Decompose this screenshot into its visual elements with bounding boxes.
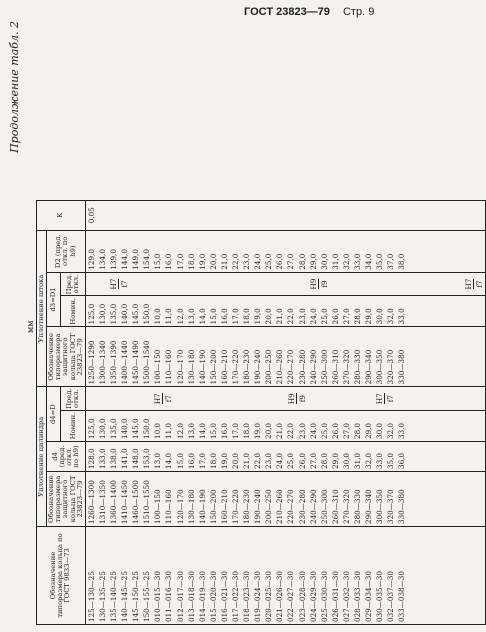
d2-cell: 149,0 bbox=[131, 249, 141, 270]
rod-protective-ring-cell: 240—290 bbox=[308, 349, 318, 385]
rod-nominal-cell: 28,0 bbox=[353, 308, 362, 325]
d4-cell: 19,0 bbox=[219, 452, 229, 469]
designation-cell: 017—022—30 bbox=[230, 571, 240, 622]
cylinder-protective-ring-cell: 180—230 bbox=[242, 489, 252, 524]
cylinder-nominal-cell: 10,0 bbox=[153, 422, 163, 439]
designation-cell: 016—021—30 bbox=[219, 571, 229, 622]
d2-cell: 16,0 bbox=[164, 253, 174, 270]
designation-cell: 026—031—30 bbox=[330, 571, 340, 622]
cylinder-protective-ring-cell: 270—320 bbox=[341, 489, 351, 524]
rod-protective-ring-cell: 1450—1490 bbox=[131, 340, 141, 385]
d2-cell: 24,0 bbox=[253, 253, 263, 270]
cylinder-nominal-cell: 16,0 bbox=[219, 422, 229, 439]
cylinder-protective-ring-cell: 330—380 bbox=[397, 489, 407, 524]
designation-cell: 030—035—30 bbox=[375, 571, 385, 622]
cylinder-fit-value-den: f9 bbox=[297, 395, 307, 403]
d4-eq-d-header: d4=D bbox=[47, 387, 61, 442]
cylinder-nominal-cell: 130,0 bbox=[97, 418, 107, 439]
rod-nominal-cell: 33,0 bbox=[397, 308, 407, 325]
cylinder-nominal-cell: 145,0 bbox=[131, 418, 141, 439]
cylinder-nominal-cell: 17,0 bbox=[230, 422, 240, 439]
d2-cell: 32,0 bbox=[341, 253, 351, 270]
d4-cell: 138,0 bbox=[108, 448, 118, 469]
d2-header: D2 (пред. откл. по h9) bbox=[47, 230, 86, 272]
d2-cell: 139,0 bbox=[108, 249, 118, 270]
d4-cell: 153,0 bbox=[142, 448, 152, 469]
cylinder-nominal-header: Номин. bbox=[61, 411, 85, 442]
cylinder-protective-ring-cell: 230—280 bbox=[297, 489, 307, 524]
d2-cell: 26,0 bbox=[275, 253, 285, 270]
rod-protective-ring-cell: 320—370 bbox=[386, 349, 396, 385]
rod-fit-value: H7 bbox=[464, 278, 474, 290]
d4-header: d4 (пред. откл. по h9) bbox=[47, 442, 86, 472]
d4-cell: 31,0 bbox=[353, 452, 362, 469]
cylinder-protective-ring-cell: 220—270 bbox=[286, 489, 296, 524]
rod-nominal-cell: 27,0 bbox=[341, 308, 351, 325]
rod-fit-column bbox=[85, 272, 486, 296]
d4-column bbox=[85, 442, 486, 472]
d4-cell: 141,0 bbox=[120, 448, 130, 469]
designation-cell: 150—155—25 bbox=[142, 571, 152, 622]
d4-cell: 24,0 bbox=[275, 452, 285, 469]
cylinder-protective-ring-cell: 1510—1550 bbox=[142, 480, 152, 524]
continuation-caption: Продолжение табл. 2 bbox=[8, 21, 21, 153]
rod-protective-ring-cell: 1250—1290 bbox=[86, 340, 96, 385]
d4-cell: 30,0 bbox=[341, 452, 351, 469]
designation-cell: 019—024—30 bbox=[253, 571, 263, 622]
rod-nominal-cell: 130,0 bbox=[97, 303, 107, 325]
d4-cell: 16,0 bbox=[186, 452, 196, 469]
rod-protective-ring-cell: 180—230 bbox=[242, 349, 252, 385]
cylinder-nominal-cell: 12,0 bbox=[175, 422, 185, 439]
rod-nominal-cell: 16,0 bbox=[219, 308, 229, 325]
d4-cell: 148,0 bbox=[131, 448, 141, 469]
cylinder-nominal-cell: 26,0 bbox=[330, 422, 340, 439]
cylinder-protective-ring-column bbox=[85, 472, 486, 527]
d4-cell: 25,0 bbox=[286, 452, 296, 469]
d2-cell: 37,0 bbox=[386, 253, 396, 270]
rod-protective-ring-cell: 1500—1540 bbox=[142, 340, 152, 385]
rod-protective-ring-cell: 280—330 bbox=[353, 349, 362, 385]
rod-fit-value-den: f9 bbox=[319, 280, 329, 288]
rod-protective-ring-cell: 290—340 bbox=[364, 349, 374, 385]
d2-cell: 35,0 bbox=[375, 253, 385, 270]
rod-nominal-cell: 32,0 bbox=[386, 308, 396, 325]
cylinder-protective-ring-cell: 1410—1450 bbox=[120, 480, 130, 524]
rod-nominal-cell: 125,0 bbox=[86, 303, 96, 325]
cylinder-nominal-cell: 33,0 bbox=[397, 422, 407, 439]
rod-protective-ring-cell: 120—170 bbox=[175, 349, 185, 385]
designation-cell: 125—130—25 bbox=[86, 571, 96, 622]
designation-cell: 021—026—30 bbox=[275, 571, 285, 622]
rod-protective-ring-cell: 220—270 bbox=[286, 349, 296, 385]
cylinder-protective-ring-cell: 280—330 bbox=[353, 489, 362, 524]
designation-cell: 010—015—30 bbox=[153, 571, 163, 622]
rod-nominal-cell: 21,0 bbox=[275, 308, 285, 325]
k-column bbox=[85, 200, 486, 230]
cylinder-fit-value: H7 bbox=[375, 393, 385, 405]
designation-cell: 032—037—30 bbox=[386, 571, 396, 622]
d4-cell: 20,0 bbox=[230, 452, 240, 469]
d2-cell: 154,0 bbox=[142, 249, 152, 270]
designation-cell: 140—145—25 bbox=[120, 571, 130, 622]
designation-header: Обозначение типоразмера кольца по ГОСТ 9833—73 bbox=[37, 527, 86, 625]
d2-cell: 144,0 bbox=[120, 249, 130, 270]
designation-cell: 025—030—30 bbox=[319, 571, 329, 622]
fit-spacer bbox=[86, 275, 108, 294]
rod-protective-ring-cell: 170—220 bbox=[230, 349, 240, 385]
designation-cell: 015—020—30 bbox=[208, 571, 218, 622]
rod-nominal-cell: 29,0 bbox=[364, 308, 374, 325]
rod-protective-ring-cell: 1400—1440 bbox=[120, 340, 130, 385]
d2-cell: 38,0 bbox=[397, 253, 407, 270]
rod-protective-ring-cell: 110—160 bbox=[164, 349, 174, 385]
rod-nominal-cell: 140,0 bbox=[120, 303, 130, 325]
rod-protective-ring-cell: 160—210 bbox=[219, 349, 229, 385]
cylinder-nominal-cell: 24,0 bbox=[308, 422, 318, 439]
cylinder-protective-ring-cell: 1260—1300 bbox=[86, 480, 96, 524]
rod-nominal-header: Номин. bbox=[61, 296, 85, 327]
fit-spacer bbox=[86, 389, 153, 408]
designation-cell: 027—032—30 bbox=[341, 571, 351, 622]
cylinder-nominal-cell: 135,0 bbox=[108, 418, 118, 439]
cylinder-protective-ring-cell: 300—350 bbox=[375, 489, 385, 524]
d2-cell: 25,0 bbox=[264, 253, 274, 270]
rotated-table-area bbox=[6, 21, 485, 625]
d2-cell: 129,0 bbox=[86, 249, 96, 270]
d4-cell: 18,0 bbox=[208, 452, 218, 469]
rod-protective-ring-cell: 250—300 bbox=[319, 349, 329, 385]
rod-group-header: Уплотнение штока bbox=[37, 230, 47, 387]
designation-cell: 018—023—30 bbox=[242, 571, 252, 622]
rod-nominal-cell: 24,0 bbox=[308, 308, 318, 325]
rod-nominal-cell: 12,0 bbox=[175, 308, 185, 325]
rod-nominal-cell: 22,0 bbox=[286, 308, 296, 325]
rod-nominal-cell: 15,0 bbox=[208, 308, 218, 325]
cylinder-protective-ring-header: Обозначение типоразмера защитного кольца ГОСТ 23823—79 bbox=[47, 472, 86, 527]
fit-spacer bbox=[330, 275, 463, 294]
cylinder-nominal-cell: 11,0 bbox=[164, 422, 174, 439]
d2-cell: 18,0 bbox=[186, 253, 196, 270]
designation-cell: 012—017—30 bbox=[175, 571, 185, 622]
d2-cell: 23,0 bbox=[242, 253, 252, 270]
cylinder-nominal-cell: 15,0 bbox=[208, 422, 218, 439]
rod-protective-ring-cell: 200—250 bbox=[264, 349, 274, 385]
cylinder-protective-ring-cell: 320—370 bbox=[386, 489, 396, 524]
d4-cell: 27,0 bbox=[308, 452, 318, 469]
cylinder-protective-ring-cell: 290—340 bbox=[364, 489, 374, 524]
rod-protective-ring-cell: 1300—1340 bbox=[97, 340, 107, 385]
designation-cell: 011—016—30 bbox=[164, 571, 174, 622]
d4-cell: 32,0 bbox=[364, 452, 374, 469]
d4-cell: 33,0 bbox=[375, 452, 385, 469]
d4-cell: 17,0 bbox=[197, 452, 207, 469]
d4-cell: 15,0 bbox=[175, 452, 185, 469]
d4-cell: 36,0 bbox=[397, 452, 407, 469]
designation-cell: 029—034—30 bbox=[364, 571, 374, 622]
d2-cell: 134,0 bbox=[97, 249, 107, 270]
cylinder-protective-ring-cell: 190—240 bbox=[253, 489, 263, 524]
rod-fit-header: Пред. откл. bbox=[61, 272, 85, 296]
cylinder-nominal-cell: 22,0 bbox=[286, 422, 296, 439]
rod-nominal-cell: 17,0 bbox=[230, 308, 240, 325]
cylinder-nominal-cell: 28,0 bbox=[353, 422, 362, 439]
rod-protective-ring-cell: 330—380 bbox=[397, 349, 407, 385]
cylinder-nominal-cell: 14,0 bbox=[197, 422, 207, 439]
rod-protective-ring-header: Обозначение типоразмера защитного кольца ГОСТ 23823—79 bbox=[47, 327, 86, 387]
cylinder-protective-ring-cell: 130—180 bbox=[186, 489, 196, 524]
d2-cell: 30,0 bbox=[319, 253, 329, 270]
cylinder-protective-ring-cell: 200—250 bbox=[264, 489, 274, 524]
d4-cell: 133,0 bbox=[97, 448, 107, 469]
d2-cell: 20,0 bbox=[208, 253, 218, 270]
d2-cell: 22,0 bbox=[230, 253, 240, 270]
cylinder-fit-value-den: f7 bbox=[386, 395, 396, 403]
rod-nominal-cell: 19,0 bbox=[253, 308, 263, 325]
cylinder-protective-ring-cell: 1460—1500 bbox=[131, 480, 141, 524]
designation-cell: 135—140—25 bbox=[108, 571, 118, 622]
designation-cell: 033—038—30 bbox=[397, 571, 407, 622]
fit-spacer bbox=[308, 389, 375, 408]
cylinder-fit-value: H9 bbox=[286, 393, 296, 405]
rod-protective-ring-cell: 270—320 bbox=[341, 349, 351, 385]
k-header: K bbox=[37, 200, 86, 230]
cylinder-protective-ring-cell: 100—150 bbox=[153, 489, 163, 524]
designation-cell: 024—029—30 bbox=[308, 571, 318, 622]
fit-spacer bbox=[130, 275, 308, 294]
cylinder-protective-ring-cell: 140—190 bbox=[197, 489, 207, 524]
d2-cell: 15,0 bbox=[153, 253, 163, 270]
rod-nominal-cell: 18,0 bbox=[242, 308, 252, 325]
d4-cell: 13,0 bbox=[153, 452, 163, 469]
standard-number: ГОСТ 23823—79 bbox=[244, 6, 330, 18]
rod-nominal-cell: 10,0 bbox=[153, 308, 163, 325]
cylinder-protective-ring-cell: 240—290 bbox=[308, 489, 318, 524]
cylinder-protective-ring-cell: 120—170 bbox=[175, 489, 185, 524]
cylinder-protective-ring-cell: 170—220 bbox=[230, 489, 240, 524]
d3-eq-d1-header: d3=D1 bbox=[47, 272, 61, 327]
d2-cell: 19,0 bbox=[197, 253, 207, 270]
cylinder-nominal-cell: 25,0 bbox=[319, 422, 329, 439]
designation-cell: 014—019—30 bbox=[197, 571, 207, 622]
cylinder-protective-ring-cell: 210—260 bbox=[275, 489, 285, 524]
cylinder-nominal-cell: 13,0 bbox=[186, 422, 196, 439]
rod-protective-ring-cell: 1350—1390 bbox=[108, 340, 118, 385]
fit-spacer bbox=[175, 389, 286, 408]
cylinder-protective-ring-cell: 260—310 bbox=[330, 489, 340, 524]
rod-nominal-cell: 25,0 bbox=[319, 308, 329, 325]
cylinder-nominal-column bbox=[85, 411, 486, 442]
cylinder-protective-ring-cell: 160—210 bbox=[219, 489, 229, 524]
d4-cell: 28,0 bbox=[319, 452, 329, 469]
rod-fit-value-den: f7 bbox=[120, 280, 130, 288]
d2-cell: 28,0 bbox=[297, 253, 307, 270]
designation-column bbox=[85, 527, 486, 625]
rod-protective-ring-cell: 140—190 bbox=[197, 349, 207, 385]
cylinder-nominal-cell: 140,0 bbox=[120, 418, 130, 439]
rod-protective-ring-column bbox=[85, 327, 486, 387]
cylinder-protective-ring-cell: 110—160 bbox=[164, 489, 174, 524]
designation-cell: 013—018—30 bbox=[186, 571, 196, 622]
cylinder-fit-header: Пред. откл. bbox=[61, 387, 85, 411]
rod-fit-value-den: f7 bbox=[475, 280, 485, 288]
rod-fit-value: H7 bbox=[108, 278, 118, 290]
rod-nominal-column bbox=[85, 296, 486, 327]
cylinder-fit-value: H7 bbox=[153, 393, 163, 405]
cylinder-nominal-cell: 30,0 bbox=[375, 422, 385, 439]
rod-nominal-cell: 150,0 bbox=[142, 303, 152, 325]
d4-cell: 22,0 bbox=[253, 452, 263, 469]
rod-protective-ring-cell: 150—200 bbox=[208, 349, 218, 385]
cylinder-protective-ring-cell: 150—200 bbox=[208, 489, 218, 524]
rod-nominal-cell: 11,0 bbox=[164, 308, 174, 325]
rod-protective-ring-cell: 100—150 bbox=[153, 349, 163, 385]
rod-protective-ring-cell: 260—310 bbox=[330, 349, 340, 385]
rod-nominal-cell: 26,0 bbox=[330, 308, 340, 325]
rod-nominal-cell: 14,0 bbox=[197, 308, 207, 325]
cylinder-protective-ring-cell: 250—300 bbox=[319, 489, 329, 524]
d2-cell: 21,0 bbox=[219, 253, 229, 270]
d2-cell: 33,0 bbox=[353, 253, 362, 270]
cylinder-fit-value-den: f7 bbox=[164, 395, 174, 403]
cylinder-nominal-cell: 125,0 bbox=[86, 418, 96, 439]
page-number: Стр. 9 bbox=[342, 6, 375, 18]
cylinder-group-header: Уплотнение цилиндра bbox=[37, 387, 47, 527]
d4-cell: 128,0 bbox=[86, 448, 96, 469]
d2-cell: 31,0 bbox=[330, 253, 340, 270]
cylinder-protective-ring-cell: 1360—1400 bbox=[108, 480, 118, 524]
page-header bbox=[244, 6, 374, 18]
d2-column bbox=[85, 230, 486, 272]
dimensions-table bbox=[36, 200, 486, 625]
d4-cell: 23,0 bbox=[264, 452, 274, 469]
cylinder-nominal-cell: 32,0 bbox=[386, 422, 396, 439]
cylinder-nominal-cell: 29,0 bbox=[364, 422, 374, 439]
k-value: 0,05 bbox=[86, 207, 96, 224]
designation-cell: 020—025—30 bbox=[264, 571, 274, 622]
rod-nominal-cell: 13,0 bbox=[186, 308, 196, 325]
cylinder-nominal-cell: 21,0 bbox=[275, 422, 285, 439]
rod-nominal-cell: 30,0 bbox=[375, 308, 385, 325]
d2-cell: 29,0 bbox=[308, 253, 318, 270]
rod-nominal-cell: 135,0 bbox=[108, 303, 118, 325]
rod-nominal-cell: 145,0 bbox=[131, 303, 141, 325]
d2-cell: 17,0 bbox=[175, 253, 185, 270]
rod-protective-ring-cell: 230—280 bbox=[297, 349, 307, 385]
cylinder-nominal-cell: 23,0 bbox=[297, 422, 307, 439]
cylinder-fit-column bbox=[85, 387, 486, 411]
cylinder-nominal-cell: 19,0 bbox=[253, 422, 263, 439]
cylinder-protective-ring-cell: 1310—1350 bbox=[97, 480, 107, 524]
rod-protective-ring-cell: 190—240 bbox=[253, 349, 263, 385]
designation-cell: 023—028—30 bbox=[297, 571, 307, 622]
rod-nominal-cell: 23,0 bbox=[297, 308, 307, 325]
rod-protective-ring-cell: 300—350 bbox=[375, 349, 385, 385]
unit-label: мм bbox=[26, 320, 35, 333]
d4-cell: 26,0 bbox=[297, 452, 307, 469]
cylinder-nominal-cell: 150,0 bbox=[142, 418, 152, 439]
d4-cell: 35,0 bbox=[386, 452, 396, 469]
d2-cell: 34,0 bbox=[364, 253, 374, 270]
d4-cell: 14,0 bbox=[164, 452, 174, 469]
rod-protective-ring-cell: 130—180 bbox=[186, 349, 196, 385]
d2-cell: 27,0 bbox=[286, 253, 296, 270]
cylinder-nominal-cell: 18,0 bbox=[242, 422, 252, 439]
d4-cell: 21,0 bbox=[242, 452, 252, 469]
rod-protective-ring-cell: 210—260 bbox=[275, 349, 285, 385]
cylinder-nominal-cell: 27,0 bbox=[341, 422, 351, 439]
designation-cell: 028—033—30 bbox=[353, 571, 362, 622]
cylinder-nominal-cell: 20,0 bbox=[264, 422, 274, 439]
designation-cell: 145—150—25 bbox=[131, 571, 141, 622]
rod-fit-value: H9 bbox=[308, 278, 318, 290]
rod-nominal-cell: 20,0 bbox=[264, 308, 274, 325]
designation-cell: 130—135—25 bbox=[97, 571, 107, 622]
designation-cell: 022—027—30 bbox=[286, 571, 296, 622]
d4-cell: 29,0 bbox=[330, 452, 340, 469]
